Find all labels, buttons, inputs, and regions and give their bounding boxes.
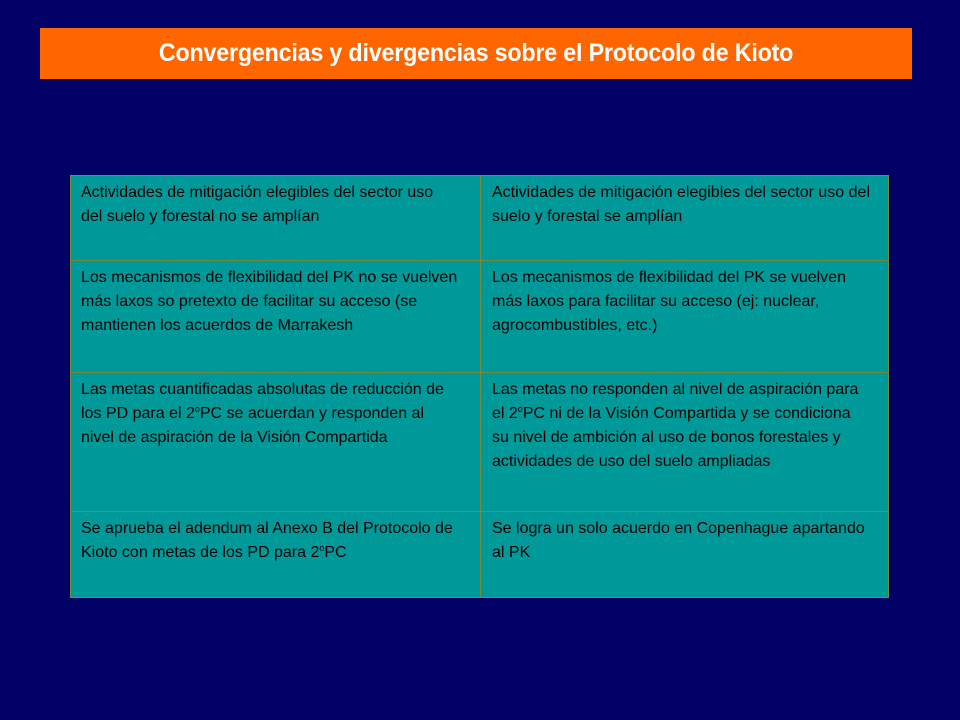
cell-text: PC ni de la Visión Compartida y se condiciona su nivel de ambición al uso de bonos forestales y actividades de uso del suelo ampliadas: [492, 405, 851, 470]
divergence-cell: Actividades de mitigación elegibles del sector uso del suelo y forestal se amplían: [481, 176, 889, 261]
slide-title: Convergencias y divergencias sobre el Protocolo de Kioto: [158, 39, 794, 67]
table-row: [71, 176, 889, 261]
divergence-cell: [481, 373, 889, 512]
comparison-table: [70, 175, 889, 598]
table-row: [71, 261, 889, 373]
convergence-cell: [71, 373, 481, 512]
divergence-cell: Los mecanismos de flexibilidad del PK se vuelven más laxos para facilitar su acceso (ej: nuclear, agrocombustibles, etc.): [481, 261, 889, 373]
cell-text: Las metas no responden al nivel de aspiración para el 2: [492, 381, 859, 422]
convergence-cell: [71, 512, 481, 598]
cell-text: Se aprueba el adendum al Anexo B del Protocolo de Kioto con metas de los PD para 2: [81, 520, 453, 561]
cell-text: PC se acuerdan y responden al nivel de aspiración de la Visión Compartida: [81, 405, 424, 446]
ordinal-superscript: o: [194, 404, 200, 414]
divergence-cell: Se logra un solo acuerdo en Copenhague apartando al PK: [481, 512, 889, 598]
ordinal-superscript: o: [319, 543, 325, 553]
convergence-cell: Los mecanismos de flexibilidad del PK no se vuelven más laxos so pretexto de facilitar su acceso (se mantienen los acuerdos de Marrakesh: [71, 261, 481, 373]
ordinal-superscript: o: [517, 404, 523, 414]
title-bar: [40, 28, 912, 79]
cell-text: PC: [324, 544, 347, 561]
table-row: [71, 373, 889, 512]
cell-text: Las metas cuantificadas absolutas de reducción de los PD para el 2: [81, 381, 444, 422]
convergence-cell: Actividades de mitigación elegibles del sector uso del suelo y forestal no se amplían: [71, 176, 481, 261]
table-row: [71, 512, 889, 598]
